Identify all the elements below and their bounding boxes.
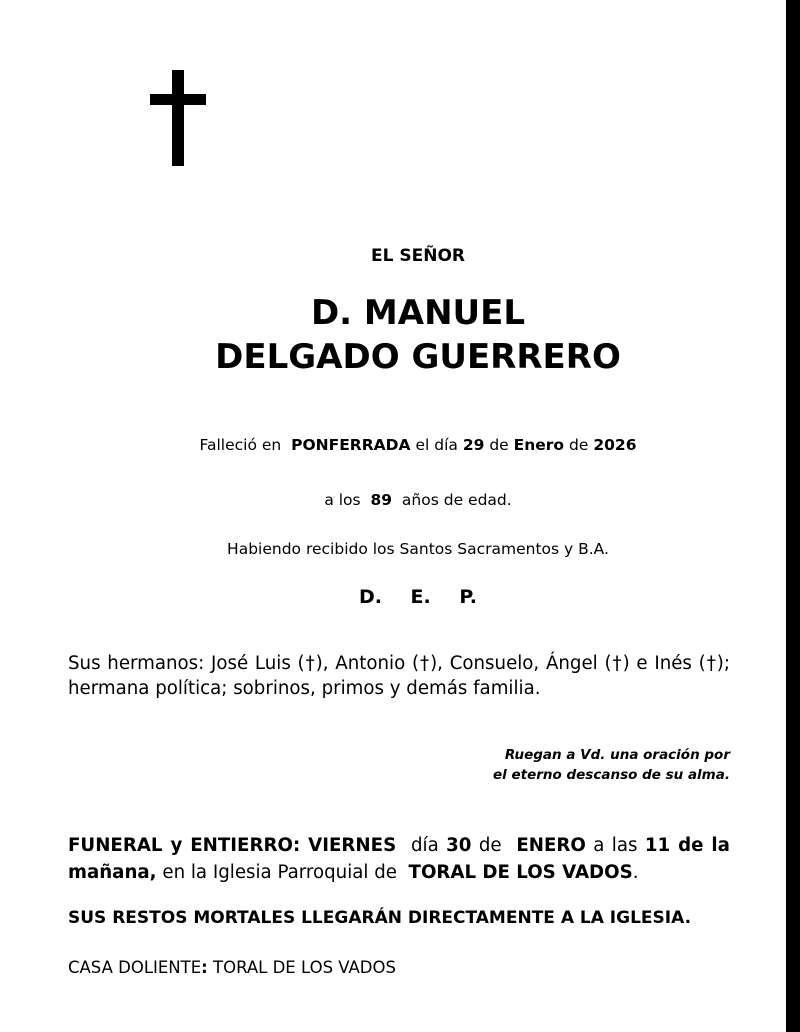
cross-icon xyxy=(150,70,206,166)
funeral-place: TORAL DE LOS VADOS xyxy=(408,862,633,883)
casa-place: TORAL DE LOS VADOS xyxy=(213,958,396,977)
prayer-line-1: Ruegan a Vd. una oración por xyxy=(504,747,730,763)
name-line-1: D. MANUEL xyxy=(310,293,526,333)
death-place: PONFERRADA xyxy=(291,436,411,454)
funeral-time: 11 de la mañana, xyxy=(68,835,730,883)
funeral-de: de xyxy=(478,835,502,856)
deceased-name xyxy=(18,291,800,379)
death-prefix: Falleció en xyxy=(199,436,282,454)
funeral-text xyxy=(68,832,730,886)
casa-line xyxy=(68,958,730,977)
death-de1: de xyxy=(489,436,509,454)
death-month: Enero xyxy=(513,436,565,454)
funeral-dia: día xyxy=(410,835,439,856)
age-value: 89 xyxy=(370,491,393,509)
restos-text: SUS RESTOS MORTALES LLEGARÁN DIRECTAMENTE A LA IGLESIA. xyxy=(68,908,692,928)
dep-line: D. E. P. xyxy=(358,586,478,608)
funeral-day: 30 xyxy=(446,835,472,856)
heading: EL SEÑOR xyxy=(371,246,465,266)
death-line xyxy=(18,436,800,454)
funeral-month: ENERO xyxy=(516,835,586,856)
age-line xyxy=(18,491,800,509)
casa-label: CASA DOLIENTE xyxy=(68,958,202,977)
age-prefix: a los xyxy=(324,491,361,509)
funeral-end: . xyxy=(632,862,639,883)
family-text: Sus hermanos: José Luis (†), Antonio (†), Consuelo, Ángel (†) e Inés (†); hermana política; sobrinos, primos y demás familia. xyxy=(68,653,730,699)
death-day-text: el día xyxy=(415,436,458,454)
casa-colon: : xyxy=(201,958,208,977)
name-line-2: DELGADO GUERRERO xyxy=(215,337,621,377)
sacraments-line: Habiendo recibido los Santos Sacramentos y B.A. xyxy=(227,540,609,558)
funeral-church-text: en la Iglesia Parroquial de xyxy=(162,862,397,883)
funeral-a-las: a las xyxy=(593,835,638,856)
funeral-label: FUNERAL y ENTIERRO: VIERNES xyxy=(68,835,397,856)
death-day: 29 xyxy=(462,436,485,454)
age-suffix: años de edad. xyxy=(401,491,512,509)
page-border xyxy=(786,0,800,1032)
death-de2: de xyxy=(569,436,589,454)
death-year: 2026 xyxy=(593,436,637,454)
prayer-text xyxy=(400,745,730,785)
prayer-line-2: el eterno descanso de su alma. xyxy=(493,767,730,783)
